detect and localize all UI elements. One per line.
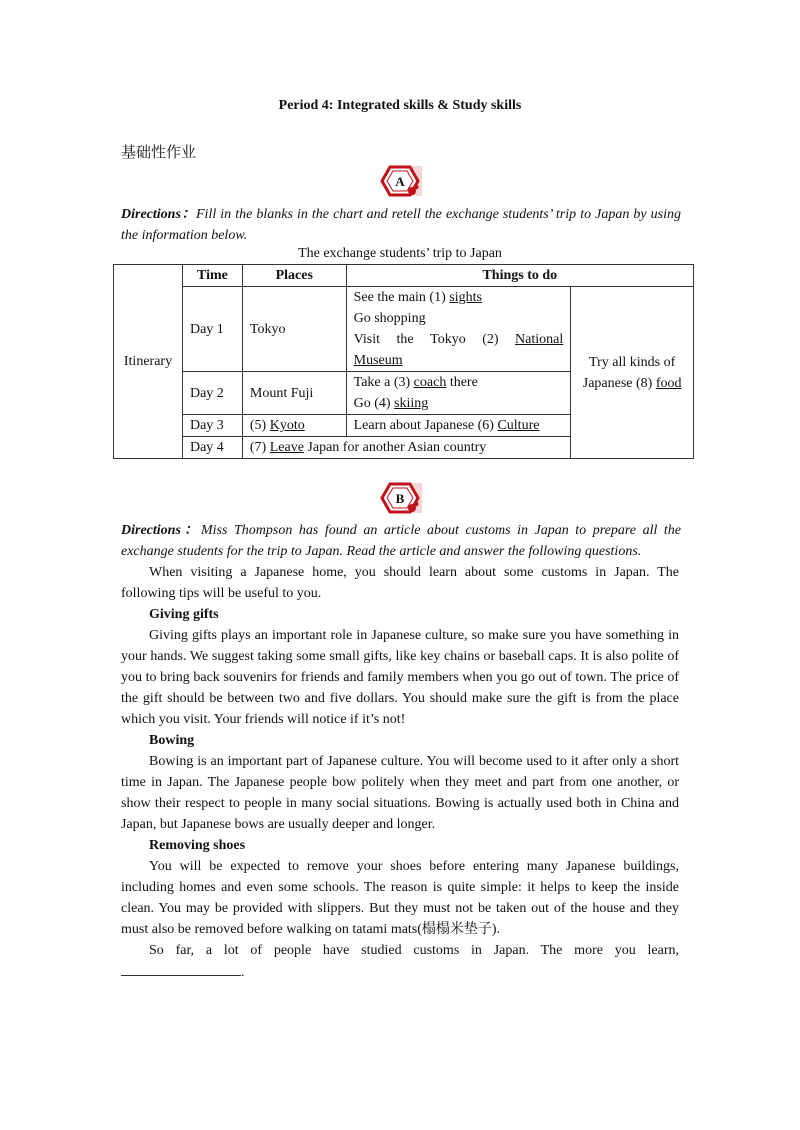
answer-8: food (655, 375, 682, 391)
word: Visit (353, 332, 381, 347)
page-title: Period 4: Integrated skills & Study skills (278, 98, 522, 113)
para-bowing: Bowing is an important part of Japanese culture. You will become used to it after only a short time in Japan. The Japanese people bow politely when they meet and part from one another, or show their respect to people in many social situations. Bowing is actually used both in China and Japan, but Japanese bows are usually deeper and longer. (121, 754, 679, 832)
day4-thing-pre: (7) (249, 440, 270, 455)
table-caption: The exchange students’ trip to Japan (298, 246, 502, 261)
article (121, 562, 679, 983)
col-things: Things to do (346, 265, 693, 287)
badge-a-letter: A (395, 174, 405, 189)
answer-3: coach (413, 375, 447, 390)
day4-things (242, 437, 570, 459)
day2-line1-pre: Take a (3) (353, 375, 414, 390)
part-a-directions (121, 204, 681, 246)
day4-thing-post: Japan for another Asian country (303, 440, 487, 455)
para-removing-shoes: You will be expected to remove your shoes before entering many Japanese buildings, including homes and even some schools. The reason is quite simple: it helps to keep the inside clean. You may be provided with slippers. But they must not be taken out of the house and they must also be removed before walking on tatami mats(榻榻米垫子). (121, 859, 679, 937)
directions-label: Directions： (121, 523, 201, 538)
part-a-badge (376, 163, 424, 199)
day3-things (346, 415, 571, 437)
closing-line: So far, a lot of people have studied customs in Japan. The more you learn, (149, 943, 679, 958)
answer-2b: Museum (353, 353, 403, 368)
part-b-badge (376, 480, 424, 516)
day1-place: Tokyo (242, 287, 346, 372)
day1-line1-text: See the main (1) (353, 290, 450, 305)
day2-things (346, 372, 571, 415)
answer-4: skiing (394, 396, 429, 411)
day3-time: Day 3 (182, 415, 242, 437)
hexagon-badge-icon (376, 163, 424, 199)
day1-time: Day 1 (182, 287, 242, 372)
heading-bowing: Bowing (149, 733, 195, 748)
day1-line1 (354, 287, 564, 308)
part-b-directions (121, 520, 681, 562)
day4-time: Day 4 (182, 437, 242, 459)
answer-5: Kyoto (269, 418, 305, 433)
heading-removing-shoes: Removing shoes (149, 838, 246, 853)
table-row (114, 287, 694, 372)
col-places: Places (242, 265, 346, 287)
day3-place (242, 415, 346, 437)
food-line2 (578, 373, 686, 394)
answer-1: sights (449, 290, 482, 305)
day2-place: Mount Fuji (242, 372, 346, 415)
day1-line4 (354, 350, 564, 371)
answer-blank[interactable] (121, 961, 241, 976)
day1-things (346, 287, 571, 372)
word: (2) (482, 332, 499, 347)
badge-b-letter: B (395, 491, 405, 506)
table-header-row (114, 265, 694, 287)
food-line1: Try all kinds of (589, 354, 676, 370)
heading-giving-gifts: Giving gifts (149, 607, 219, 622)
answer-6: Culture (497, 418, 540, 433)
day2-line2 (354, 393, 564, 414)
col-time: Time (182, 265, 242, 287)
day3-place-pre: (5) (249, 418, 270, 433)
section-label: 基础性作业 (121, 143, 197, 161)
article-intro: When visiting a Japanese home, you should learn about some customs in Japan. The following tips will be useful to you. (121, 565, 679, 601)
food-line2-text: Japanese (8) (582, 375, 656, 391)
day1-line2: Go shopping (353, 311, 426, 326)
day1-line3 (354, 329, 564, 350)
directions-text: Fill in the blanks in the chart and retell the exchange students’ trip to Japan by using the information below. (121, 207, 681, 243)
hexagon-badge-icon (376, 480, 424, 516)
answer-7: Leave (269, 440, 304, 455)
day2-line1 (354, 372, 564, 393)
food-cell (571, 287, 694, 459)
word: Tokyo (430, 332, 466, 347)
day2-line1-post: there (446, 375, 478, 390)
day3-thing-pre: Learn about Japanese (6) (353, 418, 498, 433)
itinerary-table (113, 264, 694, 459)
day2-line2-pre: Go (4) (353, 396, 395, 411)
para-giving-gifts: Giving gifts plays an important role in Japanese culture, so make sure you have something in your hands. We suggest taking some small gifts, like key chains or baseball caps. It is also polite of you to bring back souvenirs for friends and family members when you go out of town. The price of the gift should be between two and five dollars. You should make sure the gift is from the place which you visit. Your friends will notice if it’s not! (121, 628, 679, 727)
day2-time: Day 2 (182, 372, 242, 415)
closing-blank-line (121, 961, 679, 983)
directions-label: Directions： (121, 207, 196, 222)
answer-2a: National (515, 332, 564, 347)
itinerary-label: Itinerary (114, 265, 183, 459)
closing-end: . (241, 965, 245, 980)
word: the (396, 332, 414, 347)
directions-text: Miss Thompson has found an article about customs in Japan to prepare all the exchange students for the trip to Japan. Read the article and answer the following questions. (121, 523, 682, 559)
